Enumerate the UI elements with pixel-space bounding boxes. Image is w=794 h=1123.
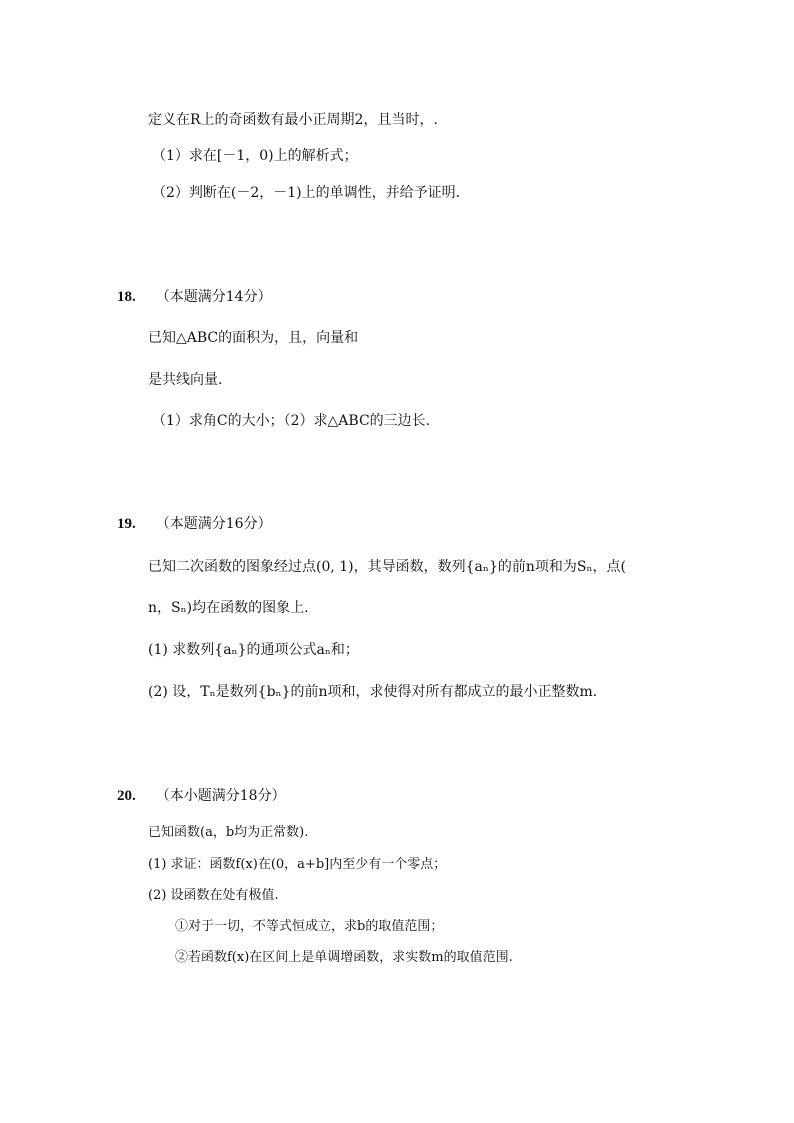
q19-number: 19. [117, 516, 136, 532]
q20-header [117, 786, 286, 806]
q19-line2: n，Sₙ)均在函数的图象上. [148, 600, 309, 616]
q19-part2: (2) 设，Tₙ是数列{bₙ}的前n项和，求使得对所有都成立的最小正整数m. [148, 684, 598, 700]
q18-parts: （1）求角C的大小；（2）求△ABC的三边长. [152, 413, 431, 429]
q20-number: 20. [117, 788, 136, 804]
q20-part2: (2) 设函数在处有极值. [148, 888, 279, 903]
q19-header [117, 514, 272, 534]
q17-intro: 定义在R上的奇函数有最小正周期2，且当时，. [148, 112, 438, 128]
q18-header [117, 287, 272, 307]
q20-score: （本小题满分18分） [155, 788, 286, 804]
q20-sub2: ②若函数f(x)在区间上是单调增函数，求实数m的取值范围. [175, 950, 513, 965]
q17-part2: （2）判断在(－2，－1)上的单调性，并给予证明. [152, 185, 461, 201]
q20-sub1: ①对于一切，不等式恒成立，求b的取值范围； [175, 919, 444, 934]
q20-line1: 已知函数(a，b均为正常数). [148, 825, 309, 840]
q18-line1: 已知△ABC的面积为，且，向量和 [148, 330, 359, 346]
q20-part1: (1) 求证：函数f(x)在(0，a+b]内至少有一个零点； [148, 857, 447, 872]
q19-part1: (1) 求数列{aₙ}的通项公式aₙ和； [148, 642, 359, 658]
q19-score: （本题满分16分） [155, 516, 272, 532]
q18-score: （本题满分14分） [155, 289, 272, 305]
q17-part1: （1）求在[－1，0)上的解析式； [152, 148, 358, 164]
q19-line1: 已知二次函数的图象经过点(0, 1)，其导函数，数列{aₙ}的前n项和为Sₙ，点( [148, 559, 626, 575]
q18-number: 18. [117, 289, 136, 305]
q18-line2: 是共线向量. [148, 372, 223, 388]
